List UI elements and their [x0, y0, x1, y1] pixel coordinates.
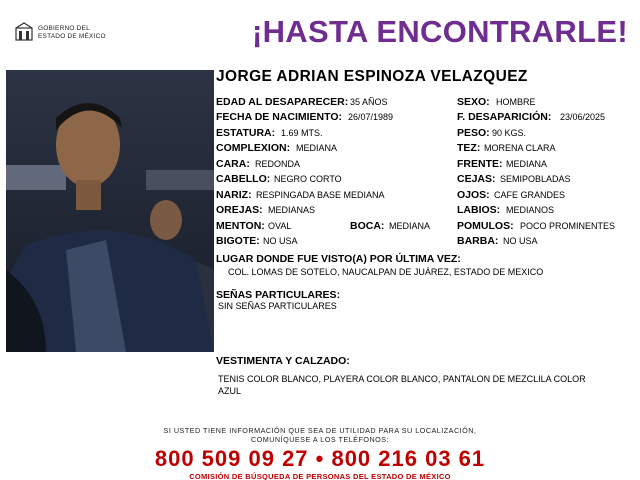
logo-line-1: GOBIERNO DEL [38, 25, 90, 32]
ojos-value: CAFE GRANDES [494, 190, 566, 200]
estatura-value: 1.69 MTS. [281, 128, 323, 138]
person-name: JORGE ADRIAN ESPINOZA VELAZQUEZ [216, 68, 528, 85]
government-logo [14, 22, 114, 44]
labios-label: LABIOS: [457, 204, 501, 216]
cejas-value: SEMIPOBLADAS [500, 174, 571, 184]
bigote-value: NO USA [263, 236, 298, 246]
fecha-nacimiento-value: 26/07/1989 [348, 112, 394, 122]
vestimenta-line-2: AZUL [218, 386, 242, 396]
missing-person-photo [6, 70, 214, 352]
sexo-value: HOMBRE [496, 97, 536, 107]
fecha-desaparicion-label: F. DESAPARICIÓN: [457, 111, 552, 123]
complexion-label: COMPLEXION: [216, 142, 291, 154]
phone-numbers: 800 509 09 27 • 800 216 03 61 [154, 446, 486, 471]
menton-label: MENTON: [216, 220, 265, 232]
peso-value: 90 KGS. [492, 128, 527, 138]
boca-label: BOCA: [350, 220, 385, 232]
frente-value: MEDIANA [506, 159, 548, 169]
sexo-label: SEXO: [457, 96, 490, 108]
fecha-desaparicion-value: 23/06/2025 [560, 112, 606, 122]
tez-label: TEZ: [457, 142, 481, 154]
cara-value: REDONDA [255, 159, 301, 169]
cabello-label: CABELLO: [216, 173, 271, 185]
cabello-value: NEGRO CORTO [274, 174, 342, 184]
edad-value: 35 AÑOS [350, 97, 388, 107]
headline: ¡HASTA ENCONTRARLE! [252, 14, 628, 49]
nariz-value: RESPINGADA BASE MEDIANA [256, 190, 385, 200]
ultima-vez-value: COL. LOMAS DE SOTELO, NAUCALPAN DE JUÁREZ, ESTADO DE MEXICO [228, 267, 544, 277]
frente-label: FRENTE: [457, 158, 503, 170]
edad-label: EDAD AL DESAPARECER: [216, 96, 349, 108]
orejas-value: MEDIANAS [268, 205, 316, 215]
ultima-vez-label: LUGAR DONDE FUE VISTO(A) POR ÚLTIMA VEZ: [216, 253, 461, 265]
boca-value: MEDIANA [389, 221, 431, 231]
vestimenta-line-1: TENIS COLOR BLANCO, PLAYERA COLOR BLANCO, PANTALON DE MEZCLILA COLOR [218, 374, 586, 384]
tez-value: MORENA CLARA [484, 143, 556, 153]
barba-value: NO USA [503, 236, 538, 246]
senas-value: SIN SEÑAS PARTICULARES [218, 301, 337, 311]
state-seal-icon [14, 22, 34, 42]
orejas-label: OREJAS: [216, 204, 263, 216]
contact-note-line-2: COMUNÍQUESE A LOS TELÉFONOS: [250, 435, 390, 444]
pomulos-value: POCO PROMINENTES [520, 221, 616, 231]
menton-value: OVAL [268, 221, 292, 231]
nariz-label: NARIZ: [216, 189, 252, 201]
logo-line-2: ESTADO DE MÉXICO [38, 33, 106, 40]
bigote-label: BIGOTE: [216, 235, 260, 247]
barba-label: BARBA: [457, 235, 499, 247]
labios-value: MEDIANOS [506, 205, 555, 215]
cara-label: CARA: [216, 158, 250, 170]
contact-note-line-1: SI USTED TIENE INFORMACIÓN QUE SEA DE UTILIDAD PARA SU LOCALIZACIÓN, [163, 426, 477, 435]
peso-label: PESO: [457, 127, 490, 139]
commission-name: COMISIÓN DE BÚSQUEDA DE PERSONAS DEL ESTADO DE MÉXICO [189, 472, 451, 480]
vestimenta-label: VESTIMENTA Y CALZADO: [216, 355, 350, 367]
senas-label: SEÑAS PARTICULARES: [216, 289, 341, 301]
cejas-label: CEJAS: [457, 173, 496, 185]
pomulos-label: POMULOS: [457, 220, 514, 232]
fecha-nacimiento-label: FECHA DE NACIMIENTO: [216, 111, 342, 123]
complexion-value: MEDIANA [296, 143, 338, 153]
estatura-label: ESTATURA: [216, 127, 276, 139]
ojos-label: OJOS: [457, 189, 490, 201]
